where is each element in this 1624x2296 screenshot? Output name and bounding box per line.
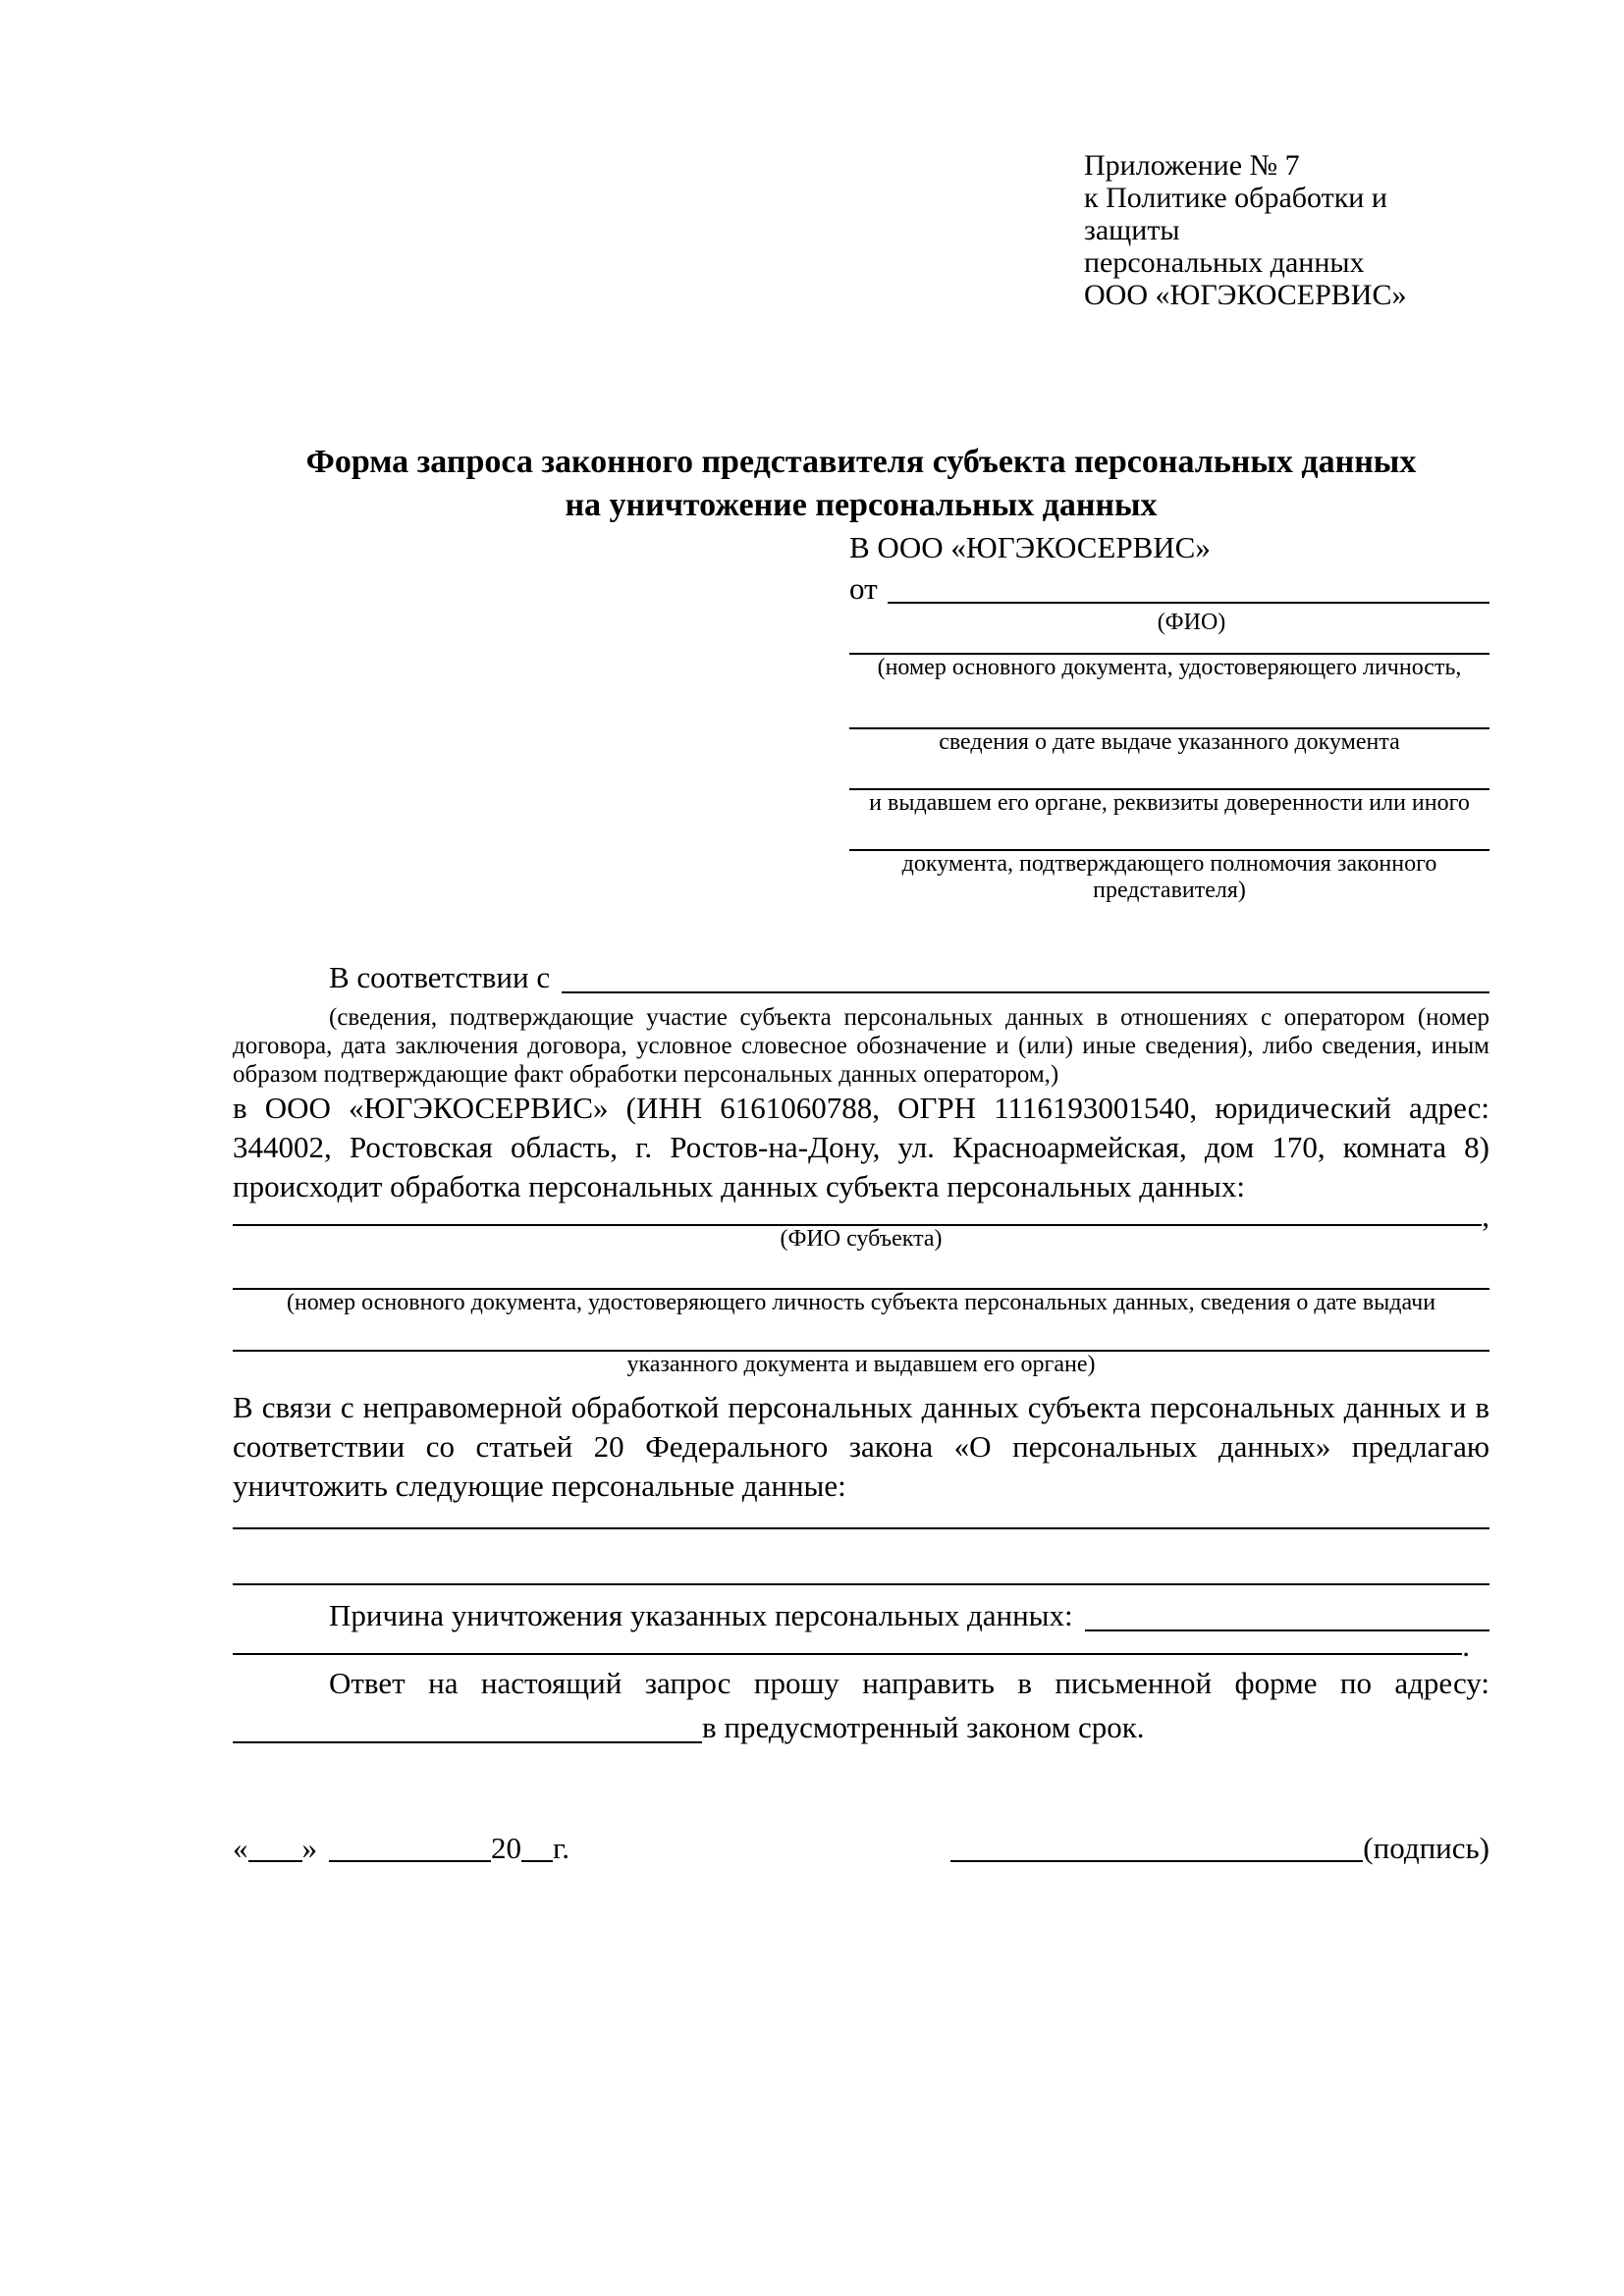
from-name-fill-line xyxy=(888,568,1489,604)
reason-row xyxy=(233,1593,1489,1637)
reply-line-1: Ответ на настоящий запрос прошу направить в письменной форме по адресу: xyxy=(329,1666,1489,1700)
addressee-field-1 xyxy=(849,635,1489,681)
addressee-to: В ООО «ЮГЭКОСЕРВИС» xyxy=(849,530,1211,564)
addressee-field-2 xyxy=(849,681,1489,756)
reason-period: . xyxy=(1462,1629,1470,1663)
addressee-field-1-fill-line xyxy=(849,635,1489,655)
date-day-fill-line xyxy=(248,1860,302,1862)
appendix-reference-line-1: Приложение № 7 xyxy=(1084,149,1300,182)
accordance-note: (сведения, подтверждающие участие субъекта персональных данных в отношениях с оператором (номер договора, дата заключения договора, условное словесное обозначение и (или) иные сведения), либо сведения, иным образом подтверждающие факт обработки персональных данных оператором,) xyxy=(233,1004,1489,1088)
addressee-field-3-fill-line xyxy=(849,756,1489,790)
date-open-quote: « xyxy=(233,1831,248,1865)
date-month-fill-line xyxy=(329,1860,491,1862)
data-blank-fill-line-1 xyxy=(233,1506,1489,1529)
accordance-row xyxy=(233,955,1489,999)
date-close-quote: » xyxy=(301,1831,317,1865)
subject-doc-caption-2: указанного документа и выдавшем его органе) xyxy=(626,1352,1096,1377)
subject-doc-row-1 xyxy=(233,1253,1489,1290)
document-title-line-1: Форма запроса законного представителя субъекта персональных данных xyxy=(305,444,1417,480)
document-title-line-2: на уничтожение персональных данных xyxy=(565,487,1158,523)
addressee-field-4-fill-line xyxy=(849,817,1489,851)
signature-caption: (подпись) xyxy=(1363,1831,1489,1865)
signature-block xyxy=(950,1826,1489,1870)
addressee-field-2-caption: сведения о дате выдаче указанного документа xyxy=(939,729,1400,755)
subject-fio-row xyxy=(233,1199,1489,1233)
subject-doc-fill-line-1 xyxy=(233,1253,1489,1290)
appendix-reference xyxy=(1084,149,1489,311)
request-paragraph: В связи с неправомерной обработкой персональных данных субъекта персональных данных и в соответствии со статьей 20 Федерального закона «О персональных данных» предлагаю уничтожить следующие персональные данные: xyxy=(233,1390,1489,1503)
operator-paragraph: в ООО «ЮГЭКОСЕРВИС» (ИНН 6161060788, ОГРН 1116193001540, юридический адрес: 344002, Ростовская область, г. Ростов-на-Дону, ул. Красноармейская, дом 170, комната 8) происходит обработка персональных данных субъекта персональных данных: xyxy=(233,1091,1489,1203)
addressee-from-row xyxy=(849,568,1489,610)
addressee-field-3 xyxy=(849,756,1489,817)
reply-line-2 xyxy=(233,1705,1489,1749)
document-title xyxy=(233,441,1489,527)
subject-fio-trailing-comma: , xyxy=(1482,1199,1489,1233)
reply-address-fill-line xyxy=(233,1705,702,1743)
reason-fill-line xyxy=(1085,1593,1489,1631)
subject-fio-caption: (ФИО субъекта) xyxy=(780,1226,943,1252)
appendix-reference-line-3: персональных данных xyxy=(1084,246,1365,279)
addressee-from-label: от xyxy=(849,571,878,606)
addressee-field-3-caption: и выдавшем его органе, реквизиты доверенности или иного xyxy=(869,790,1470,816)
addressee-field-1-caption: (номер основного документа, удостоверяющего личность, xyxy=(877,655,1462,680)
appendix-reference-line-2: к Политике обработки и защиты xyxy=(1084,182,1387,246)
fio-caption: (ФИО) xyxy=(1157,610,1226,635)
reason-label: Причина уничтожения указанных персональных данных: xyxy=(329,1598,1073,1632)
subject-doc-caption-1: (номер основного документа, удостоверяющего личность субъекта персональных данных, сведения о дате выдачи xyxy=(286,1290,1436,1315)
addressee-block xyxy=(849,527,1489,904)
subject-fio-fill-line xyxy=(233,1218,1482,1226)
addressee-field-2-fill-line xyxy=(849,681,1489,729)
reason-close-row xyxy=(233,1629,1470,1663)
signature-fill-line xyxy=(950,1860,1363,1862)
date-block xyxy=(233,1826,569,1870)
accordance-fill-line xyxy=(562,955,1489,993)
data-blank-fill-line-2 xyxy=(233,1529,1489,1585)
subject-doc-fill-line-2 xyxy=(233,1316,1489,1352)
date-year-suffix: г. xyxy=(553,1831,569,1865)
addressee-field-4-caption: документа, подтверждающего полномочия законного представителя) xyxy=(901,851,1437,903)
footer-row xyxy=(233,1826,1489,1870)
date-year-prefix: 20 xyxy=(491,1831,521,1865)
accordance-label: В соответствии с xyxy=(329,960,551,994)
date-year-fill-line xyxy=(521,1860,553,1862)
reply-line-2-text: в предусмотренный законом срок. xyxy=(702,1710,1145,1744)
addressee-field-4 xyxy=(849,817,1489,904)
subject-doc-row-2 xyxy=(233,1316,1489,1352)
appendix-reference-line-4: ООО «ЮГЭКОСЕРВИС» xyxy=(1084,279,1407,311)
reason-close-fill-line xyxy=(233,1639,1462,1655)
